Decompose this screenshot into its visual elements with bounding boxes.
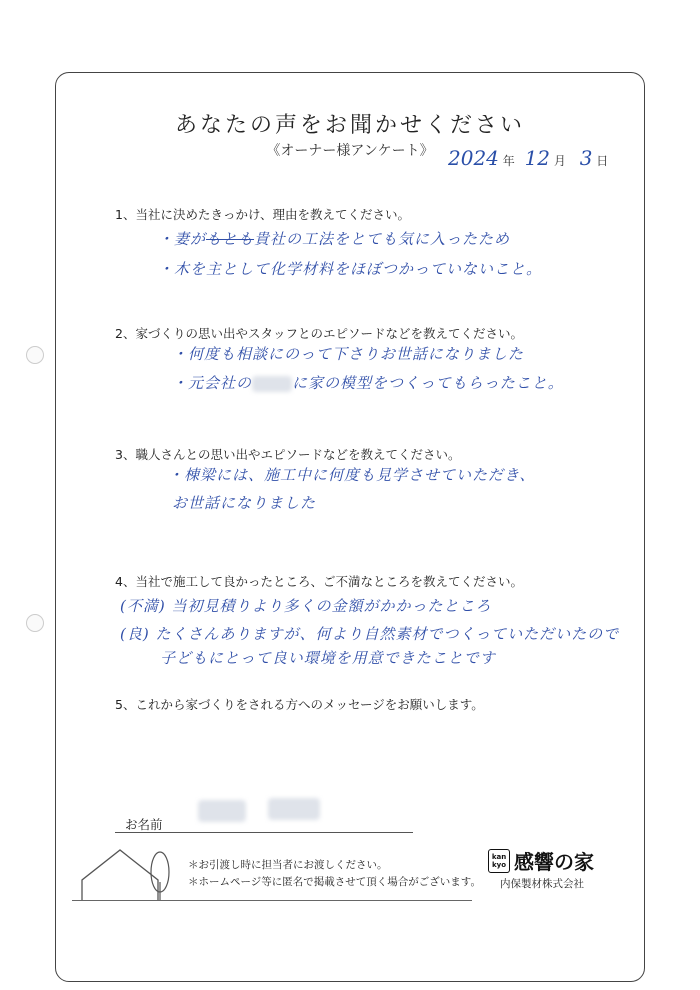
question-5-label: 5、これから家づくりをされる方へのメッセージをお願いします。: [115, 697, 484, 712]
question-4-label: 4、当社で施工して良かったところ、ご不満なところを教えてください。: [115, 574, 523, 589]
question-2-label: 2、家づくりの思い出やスタッフとのエピソードなどを教えてください。: [115, 326, 523, 341]
note-1: ＊お引渡し時に担当者にお渡しください。: [188, 859, 388, 871]
date-year-unit: 年: [502, 154, 515, 168]
logo-mark-bottom: kyo: [491, 860, 507, 869]
redacted-name: [252, 376, 292, 392]
redacted-name: [198, 800, 246, 822]
question-4-answer-1: (不満) 当初見積りより多くの金額がかかったところ: [120, 597, 492, 615]
question-2-answer-2: [172, 372, 564, 393]
name-underline: [115, 832, 413, 833]
question-2-answer-1: ・何度も相談にのって下さりお世話になりました: [172, 345, 524, 363]
company-name: 内保製材株式会社: [500, 878, 584, 890]
answer-text: 貴社の工法をとても気に入ったため: [254, 230, 511, 248]
redacted-name: [268, 798, 320, 820]
answer-text: ・妻が: [158, 230, 207, 248]
struck-text: もとも: [206, 230, 255, 248]
question-1-answer-2: ・木を主として化学材料をほぼつかっていないこと。: [158, 260, 543, 278]
logo-mark-top: kan: [491, 852, 507, 861]
date-year: 2024: [448, 146, 499, 170]
binder-hole: [26, 346, 44, 364]
date-day: 3: [579, 146, 593, 170]
brand-logo: [488, 846, 608, 875]
name-field-label: お名前: [125, 817, 163, 832]
note-2: ＊ホームページ等に匿名で掲載させて頂く場合がございます。: [188, 876, 481, 888]
date-field: [448, 146, 608, 170]
question-1-answer-1: [158, 228, 510, 249]
question-4-answer-3: 子どもにとって良い環境を用意できたことです: [160, 649, 496, 667]
date-day-unit: 日: [596, 154, 609, 168]
question-3-label: 3、職人さんとの思い出やエピソードなどを教えてください。: [115, 447, 461, 462]
answer-text: に家の模型をつくってもらったこと。: [292, 374, 564, 392]
question-3-answer-1: ・棟梁には、施工中に何度も見学させていただき、: [168, 466, 536, 484]
answer-text: ・元会社の: [172, 374, 253, 392]
question-4-answer-2: (良) たくさんありますが、何より自然素材でつくっていただいたので: [120, 625, 620, 643]
date-month: 12: [524, 146, 551, 170]
logo-text: 感響の家: [514, 850, 594, 874]
date-month-unit: 月: [553, 154, 566, 168]
logo-mark-icon: [488, 849, 510, 873]
question-3-answer-2: お世話になりました: [172, 494, 317, 512]
form-subtitle: 《オーナー様アンケート》: [266, 143, 434, 159]
binder-hole: [26, 614, 44, 632]
form-title: あなたの声をお聞かせください: [174, 113, 525, 138]
question-1-label: 1、当社に決めたきっかけ、理由を教えてください。: [115, 207, 410, 222]
ground-line: [72, 900, 472, 901]
house-tree-icon: [72, 842, 182, 902]
